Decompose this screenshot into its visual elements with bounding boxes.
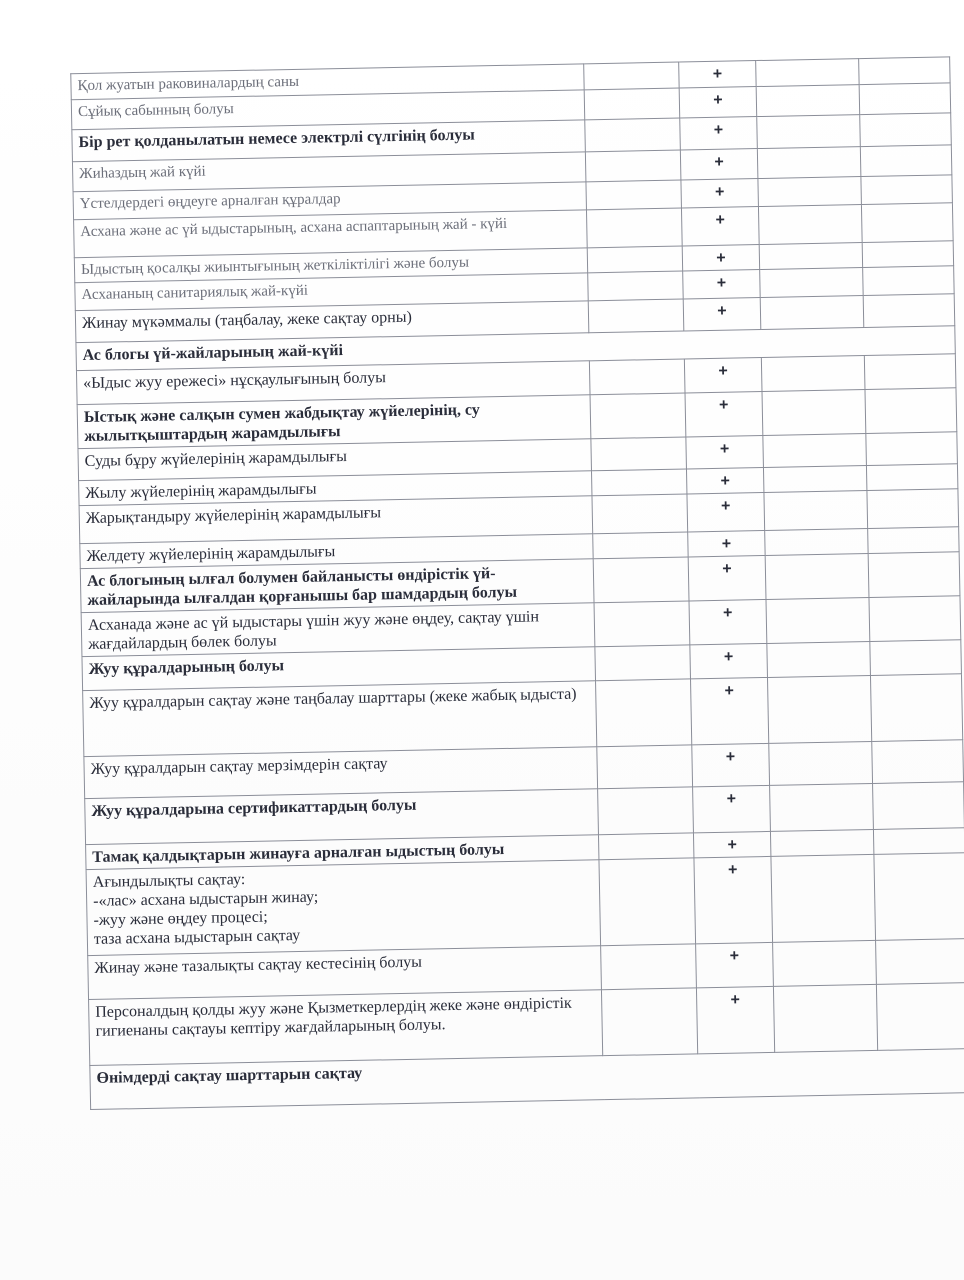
criterion-cell: Жиһаздың жай күйі — [72, 152, 585, 192]
criterion-line: таза асхана ыдыстарын сақтау — [93, 926, 301, 948]
mark-cell: + — [691, 677, 769, 744]
empty-cell — [767, 675, 871, 743]
empty-cell — [584, 88, 680, 120]
empty-cell — [866, 464, 957, 491]
empty-cell — [598, 787, 694, 835]
empty-cell — [767, 641, 871, 677]
criterion-cell: Сұйық сабынның болуы — [71, 90, 584, 130]
empty-cell — [587, 246, 682, 273]
mark-cell: + — [687, 492, 765, 531]
empty-cell — [756, 59, 859, 87]
criterion-cell: Тамақ қалдықтарын жинауға арналған ыдыстың болуы — [86, 835, 599, 870]
criterion-cell: Қол жуатын раковиналардың саны — [71, 64, 584, 100]
empty-cell — [601, 944, 697, 990]
empty-cell — [770, 829, 873, 856]
criterion-cell: Жинау және тазалықты сақтау кестесінің болуы — [88, 946, 602, 1000]
table-row — [86, 853, 964, 956]
mark-cell: + — [693, 785, 771, 832]
empty-cell — [860, 113, 952, 147]
empty-cell — [760, 268, 864, 298]
mark-cell: + — [696, 986, 774, 1053]
empty-cell — [763, 466, 866, 493]
empty-cell — [769, 741, 873, 785]
criterion-cell: Жуу құралдарына сертификаттардың болуы — [85, 789, 599, 845]
criterion-cell: Жинау мүкәммалы (таңбалау, жеке сақтау орны) — [75, 301, 589, 343]
criterion-line: -жуу және өңдеу процесі; — [93, 908, 268, 929]
criterion-cell: Жуу құралдарын сақтау мерзімдерін сақтау — [84, 747, 598, 799]
mark-cell: + — [696, 942, 774, 987]
empty-cell — [592, 494, 688, 534]
mark-cell: + — [690, 643, 768, 678]
empty-cell — [865, 388, 957, 434]
criterion-cell: Желдету жүйелерінің жарамдылығы — [80, 534, 593, 569]
empty-cell — [598, 833, 693, 860]
empty-cell — [593, 532, 688, 559]
mark-cell: + — [679, 61, 756, 88]
criterion-cell: Ас блогының ылғал болумен байланысты өндірістік үй-жайларында ылғалдан қорғанышы бар шамдардың болуы — [80, 559, 594, 613]
empty-cell — [590, 393, 686, 439]
mark-cell: + — [693, 831, 770, 857]
criterion-cell: Жылу жүйелерінің жарамдылығы — [79, 471, 592, 506]
empty-cell — [591, 469, 686, 496]
empty-cell — [868, 552, 960, 598]
empty-cell — [870, 640, 962, 676]
empty-cell — [763, 434, 867, 468]
empty-cell — [869, 596, 961, 642]
criterion-cell: Бір рет қолданылатын немесе электрлі сүлгінің болуы — [72, 120, 586, 162]
mark-cell: + — [694, 856, 773, 943]
empty-cell — [864, 354, 956, 390]
empty-cell — [758, 205, 862, 245]
empty-cell — [872, 740, 964, 784]
checklist-sheet — [30, 42, 964, 1150]
empty-cell — [867, 489, 959, 529]
empty-cell — [771, 854, 876, 942]
criterion-cell: Асханада және ас үй ыдыстары үшін жуу және өңдеу, сақтау үшін жағдайлардың бөлек болуы — [81, 603, 595, 657]
criterion-cell: Жуу құралдарын сақтау және таңбалау шарттары (жеке жабық ыдыста) — [83, 681, 597, 757]
empty-cell — [760, 296, 864, 330]
empty-cell — [876, 939, 964, 985]
mark-cell: + — [680, 117, 758, 150]
mark-cell: + — [684, 358, 762, 393]
empty-cell — [859, 83, 951, 115]
empty-cell — [861, 175, 953, 205]
mark-cell: + — [681, 179, 759, 208]
empty-cell — [866, 432, 958, 466]
mark-cell: + — [688, 555, 766, 600]
empty-cell — [862, 241, 953, 268]
empty-cell — [759, 243, 862, 270]
empty-cell — [762, 390, 866, 436]
mark-cell: + — [681, 207, 759, 246]
mark-cell: + — [686, 467, 763, 493]
empty-cell — [588, 299, 684, 333]
empty-cell — [758, 177, 862, 207]
criterion-line: -«лас» асхана ыдыстарын жинау; — [93, 888, 319, 910]
mark-cell: + — [689, 599, 767, 644]
empty-cell — [870, 674, 962, 742]
empty-cell — [773, 940, 877, 986]
empty-cell — [773, 984, 877, 1052]
empty-cell — [599, 858, 696, 946]
mark-cell: + — [692, 743, 770, 786]
empty-cell — [863, 266, 955, 296]
criterion-cell: Асхана және ас үй ыдыстарының, асхана аспаптарының жай - күйі — [74, 210, 588, 258]
empty-cell — [594, 601, 690, 647]
empty-cell — [591, 437, 687, 471]
mark-cell: + — [688, 530, 765, 556]
empty-cell — [765, 554, 869, 600]
empty-cell — [584, 62, 679, 90]
empty-cell — [873, 782, 964, 830]
empty-cell — [764, 491, 868, 531]
empty-cell — [756, 85, 860, 117]
empty-cell — [585, 150, 681, 182]
empty-cell — [876, 983, 964, 1051]
criterion-cell: Ыстық және салқын сумен жабдықтау жүйелерінің, су жылытқыштардың жарамдылығы — [77, 395, 591, 449]
empty-cell — [586, 180, 682, 210]
empty-cell — [860, 145, 952, 177]
empty-cell — [761, 356, 865, 392]
empty-cell — [586, 208, 682, 248]
empty-cell — [601, 988, 697, 1056]
criterion-line: Ағындылықты сақтау: — [92, 871, 246, 891]
criterion-cell: Персоналдың қолды жуу және Қызметкерлердің жеке және өндірістік гигиенаны сақтауы кептіру жағдайларының болуы. — [89, 990, 603, 1066]
mark-cell: + — [686, 436, 764, 469]
criterion-cell: Асхананың санитариялық жай-күйі — [75, 273, 588, 311]
mark-cell: + — [683, 298, 761, 331]
empty-cell — [757, 115, 861, 149]
criterion-cell: Ыдыстың қосалқы жиынтығының жеткіліктілігі және болуы — [74, 248, 587, 283]
section-title: Өнімдерді сақтау шарттарын сақтау — [90, 1049, 964, 1110]
empty-cell — [597, 745, 693, 789]
criterion-cell: Жарықтандыру жүйелерінің жарамдылығы — [79, 496, 593, 544]
section-title: Ас блогы үй-жайларының жай-күйі — [76, 326, 955, 371]
empty-cell — [585, 118, 681, 152]
mark-cell: + — [682, 245, 759, 271]
empty-cell — [766, 597, 870, 643]
empty-cell — [873, 828, 964, 855]
criterion-cell: «Ыдыс жуу ережесі» нұсқаулығының болуы — [76, 361, 590, 405]
criterion-cell: Үстелдердегі өңдеуге арналған құралдар — [73, 182, 586, 220]
mark-cell: + — [679, 87, 757, 118]
empty-cell — [595, 645, 691, 681]
mark-cell: + — [683, 270, 761, 299]
empty-cell — [859, 57, 950, 85]
empty-cell — [863, 294, 955, 328]
criterion-cell: Суды бұру жүйелерінің жарамдылығы — [78, 439, 592, 481]
empty-cell — [770, 783, 874, 831]
criterion-cell: Жуу құралдарының болуы — [82, 647, 596, 691]
criterion-cell — [86, 860, 601, 956]
empty-cell — [757, 147, 861, 179]
empty-cell — [765, 529, 868, 556]
mark-cell: + — [680, 149, 758, 180]
empty-cell — [589, 359, 685, 395]
empty-cell — [874, 853, 964, 941]
checklist-table — [70, 56, 964, 1110]
mark-cell: + — [685, 392, 763, 437]
empty-cell — [861, 203, 953, 243]
empty-cell — [596, 679, 692, 747]
empty-cell — [593, 557, 689, 603]
empty-cell — [588, 271, 684, 301]
empty-cell — [868, 527, 959, 554]
checklist-body — [71, 57, 964, 1110]
